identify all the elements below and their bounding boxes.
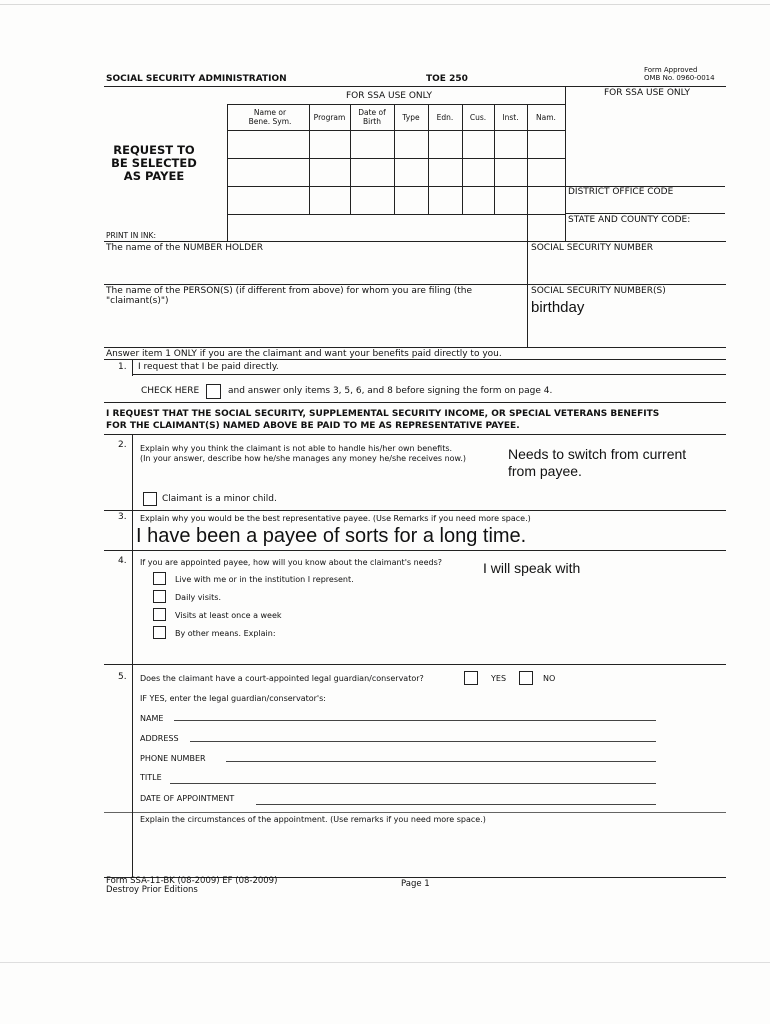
item4-option-2: Daily visits. — [175, 593, 221, 602]
guardian-phone-field[interactable] — [226, 761, 656, 762]
field-rule — [104, 434, 726, 435]
toe-code: TOE 250 — [426, 74, 468, 84]
ssn-plural-label: SOCIAL SECURITY NUMBER(S) — [531, 286, 666, 296]
item2-answer-2: from payee. — [508, 463, 582, 479]
item2-answer-1: Needs to switch from current — [508, 446, 687, 462]
item4-option-4-checkbox[interactable] — [153, 626, 166, 639]
item1-checkbox[interactable] — [206, 384, 221, 399]
header-rule — [104, 86, 726, 87]
persons-label — [106, 286, 472, 306]
field-rule — [104, 664, 726, 665]
ssa-divider — [565, 86, 566, 241]
ssa-use-only-right: FOR SSA USE ONLY — [604, 88, 690, 98]
destroy-prior: Destroy Prior Editions — [106, 885, 198, 895]
item4-question: If you are appointed payee, how will you know about the claimant's needs? — [140, 558, 443, 567]
field-rule — [104, 510, 726, 511]
grid-head-name-2: Bene. Sym. — [248, 117, 292, 126]
no-label: NO — [543, 674, 556, 683]
ssn-label: SOCIAL SECURITY NUMBER — [531, 243, 654, 253]
item2-question — [140, 444, 466, 464]
item2-question-1: Explain why you think the claimant is not able to handle his/her own benefits. — [140, 444, 453, 453]
item4-option-3: Visits at least once a week — [175, 611, 282, 620]
item4-option-3-checkbox[interactable] — [153, 608, 166, 621]
guardian-title-field[interactable] — [170, 783, 656, 784]
item4-option-4: By other means. Explain: — [175, 629, 276, 638]
title-line-3: AS PAYEE — [123, 169, 185, 183]
item4-option-2-checkbox[interactable] — [153, 590, 166, 603]
grid-head-name — [232, 108, 308, 126]
scan-edge — [0, 4, 770, 5]
grid-head-program: Program — [313, 113, 346, 122]
grid-row — [227, 158, 565, 159]
persons-label-2: "claimant(s)") — [106, 296, 169, 306]
item1-number: 1. — [118, 362, 127, 372]
persons-label-1: The name of the PERSON(S) (if different from above) for whom you are filing (the — [106, 286, 473, 296]
item1-instructions: and answer only items 3, 5, 6, and 8 before signing the form on page 4. — [228, 386, 553, 396]
field-rule — [104, 812, 726, 813]
form-number: Form SSA-11-BK (08-2009) EF (08-2009) — [106, 876, 278, 886]
grid-top — [227, 104, 565, 105]
office-rule — [565, 213, 725, 214]
field-rule — [104, 402, 726, 403]
district-office-code: DISTRICT OFFICE CODE — [568, 187, 674, 197]
yes-checkbox[interactable] — [464, 671, 478, 685]
guardian-address-field[interactable] — [190, 741, 656, 742]
guardian-address-label: ADDRESS — [140, 734, 179, 743]
form-title — [104, 144, 204, 183]
omb-number: OMB No. 0960-0014 — [644, 74, 715, 82]
grid-head-dob-1: Date of — [358, 108, 386, 117]
footer-form — [106, 877, 277, 895]
item3-answer[interactable]: I have been a payee of sorts for a long time. — [136, 525, 527, 547]
grid-head-type: Type — [402, 113, 420, 122]
grid-row — [227, 186, 565, 187]
request-line-1: I REQUEST THAT THE SOCIAL SECURITY, SUPPLEMENTAL SECURITY INCOME, OR SPECIAL VETERANS BENEFITS — [106, 409, 660, 419]
title-line-2: BE SELECTED — [111, 156, 197, 170]
item3-question: Explain why you would be the best representative payee. (Use Remarks if you need more space.) — [140, 514, 531, 523]
field-rule — [104, 550, 726, 551]
scan-edge — [0, 962, 770, 963]
guardian-date-label: DATE OF APPOINTMENT — [140, 794, 235, 803]
guardian-phone-label: PHONE NUMBER — [140, 754, 206, 763]
state-county-code: STATE AND COUNTY CODE: — [568, 215, 691, 225]
form-approved-label: Form Approved — [644, 66, 698, 74]
item5-question: Does the claimant have a court-appointed legal guardian/conservator? — [140, 674, 424, 683]
guardian-name-field[interactable] — [174, 720, 656, 721]
grid-row — [227, 130, 565, 131]
minor-child-checkbox[interactable] — [143, 492, 157, 506]
item4-option-1-checkbox[interactable] — [153, 572, 166, 585]
item2-question-2: (In your answer, describe how he/she manages any money he/she receives now.) — [140, 454, 467, 463]
minor-child-label: Claimant is a minor child. — [162, 494, 277, 504]
ssn-plural-value[interactable]: birthday — [531, 299, 585, 316]
number-holder-label: The name of the NUMBER HOLDER — [106, 243, 263, 253]
item4-answer[interactable]: I will speak with — [483, 560, 581, 576]
if-yes-label: IF YES, enter the legal guardian/conservator's: — [140, 694, 326, 703]
item1-intro: Answer item 1 ONLY if you are the claimant and want your benefits paid directly to you. — [106, 349, 502, 359]
field-rule — [104, 347, 726, 348]
grid-head-dob-2: Birth — [362, 117, 381, 126]
grid-col — [227, 104, 228, 241]
check-here-label: CHECK HERE — [141, 386, 200, 396]
appointment-explain: Explain the circumstances of the appointment. (Use remarks if you need more space.) — [140, 815, 486, 824]
item1-text: I request that I be paid directly. — [138, 362, 279, 372]
field-rule — [104, 284, 726, 285]
item3-number: 3. — [118, 512, 127, 522]
guardian-date-field[interactable] — [256, 804, 656, 805]
grid-head-name-1: Name or — [253, 108, 287, 117]
item4-option-1: Live with me or in the institution I represent. — [175, 575, 354, 584]
grid-head-nam: Nam. — [536, 113, 556, 122]
grid-head-edn: Edn. — [436, 113, 454, 122]
yes-label: YES — [491, 674, 507, 683]
ssa-use-only-left: FOR SSA USE ONLY — [346, 91, 432, 101]
item2-number: 2. — [118, 440, 127, 450]
grid-head-cus: Cus. — [469, 113, 487, 122]
guardian-title-label: TITLE — [140, 773, 162, 782]
no-checkbox[interactable] — [519, 671, 533, 685]
title-line-1: REQUEST TO — [113, 143, 195, 157]
field-rule — [104, 359, 726, 360]
request-statement — [106, 408, 659, 432]
request-line-2: FOR THE CLAIMANT(S) NAMED ABOVE BE PAID TO ME AS REPRESENTATIVE PAYEE. — [106, 421, 520, 431]
guardian-name-label: NAME — [140, 714, 164, 723]
grid-head-dob — [350, 108, 394, 126]
print-in-ink: PRINT IN INK: — [106, 231, 156, 240]
form-approved — [604, 66, 715, 82]
item4-number: 4. — [118, 556, 127, 566]
ssn-divider — [527, 241, 528, 348]
grid-col — [527, 104, 528, 241]
grid-row — [227, 214, 565, 215]
field-rule — [104, 241, 726, 242]
page-number: Page 1 — [401, 879, 430, 889]
grid-head-inst: Inst. — [502, 113, 519, 122]
field-rule — [132, 374, 726, 375]
item5-number: 5. — [118, 672, 127, 682]
agency-name: SOCIAL SECURITY ADMINISTRATION — [106, 74, 287, 84]
item2-answer[interactable] — [508, 446, 686, 480]
